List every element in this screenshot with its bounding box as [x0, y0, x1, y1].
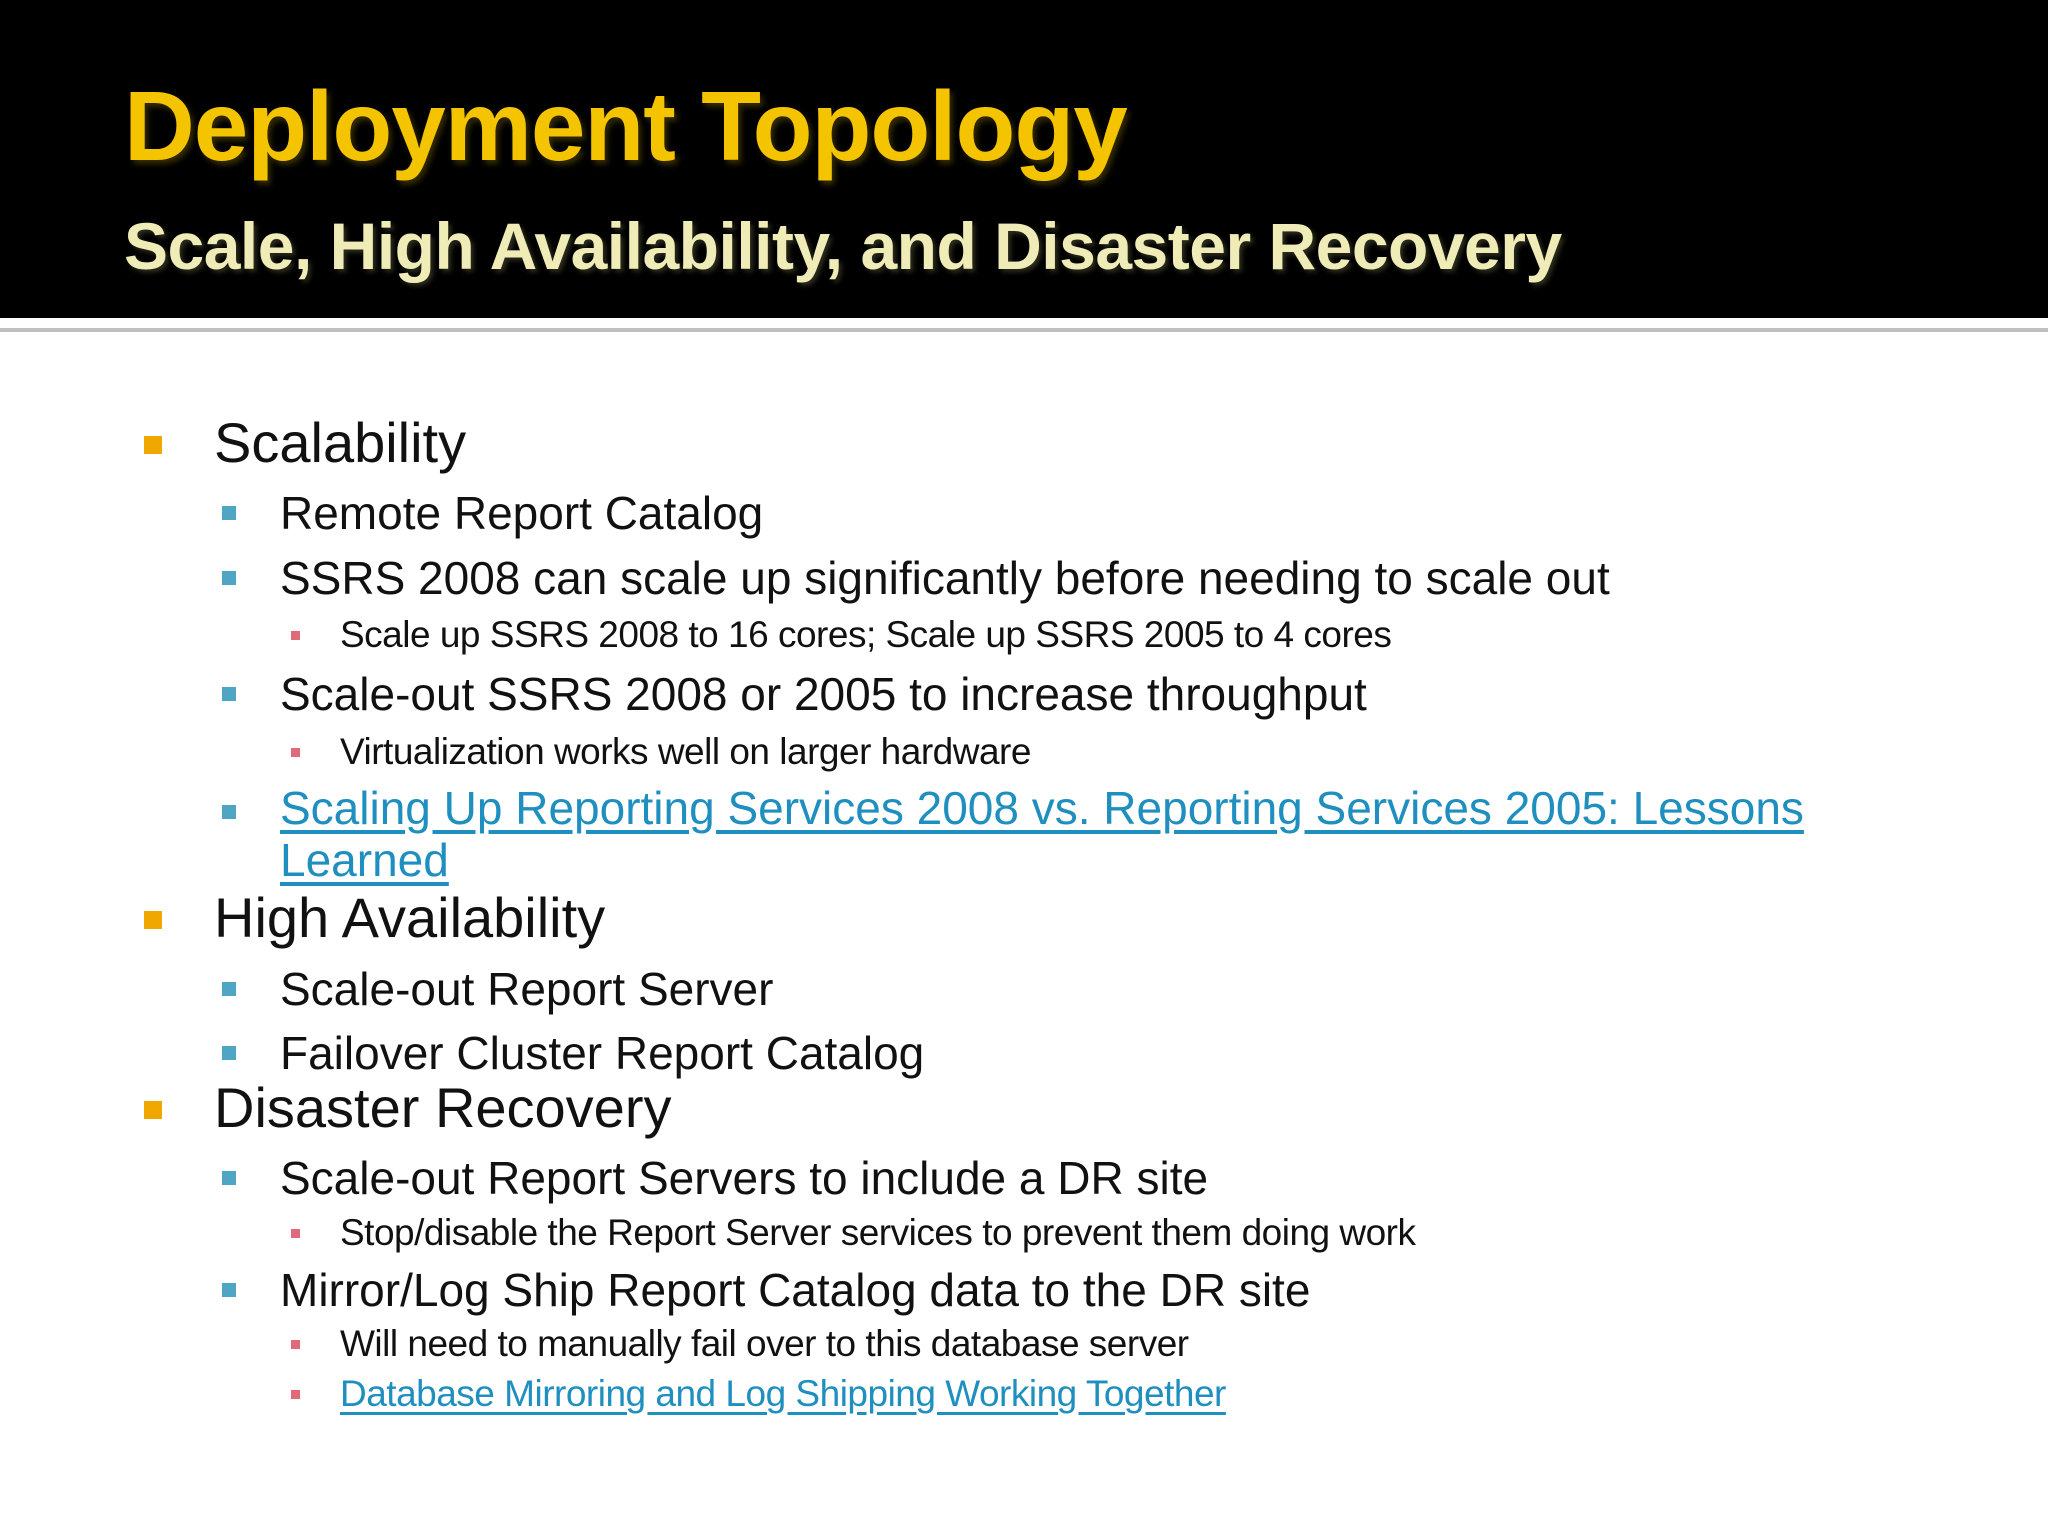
bullet-level2-icon	[222, 1171, 236, 1185]
item-remote-catalog: Remote Report Catalog	[280, 487, 764, 539]
item-scale-up: SSRS 2008 can scale up significantly before needing to scale out	[280, 552, 1610, 604]
heading-scalability: Scalability	[214, 411, 467, 474]
item-scale-up-detail: Scale up SSRS 2008 to 16 cores; Scale up SSRS 2005 to 4 cores	[340, 614, 1392, 655]
item-dr-site: Scale-out Report Servers to include a DR site	[280, 1152, 1209, 1204]
item-mirror-link-wrapper	[340, 1373, 1226, 1415]
bullet-level1-icon	[144, 436, 162, 454]
bullet-level3-icon	[291, 748, 300, 757]
bullet-level2-icon	[222, 687, 236, 701]
slide-title: Deployment Topology	[124, 71, 1127, 181]
bullet-level3-icon	[291, 1340, 300, 1349]
bullet-level2-icon	[222, 982, 236, 996]
item-lessons-link-wrapper	[280, 782, 1980, 886]
slide-subtitle: Scale, High Availability, and Disaster Recovery	[124, 209, 1562, 283]
item-mirror-log: Mirror/Log Ship Report Catalog data to the DR site	[280, 1264, 1311, 1316]
bullet-level2-icon	[222, 1283, 236, 1297]
item-scale-out-server: Scale-out Report Server	[280, 963, 774, 1015]
bullet-level2-icon	[222, 1046, 236, 1060]
item-failover-cluster: Failover Cluster Report Catalog	[280, 1027, 925, 1079]
bullet-level2-icon	[222, 571, 236, 585]
item-scale-out-detail: Virtualization works well on larger hardware	[340, 731, 1031, 772]
heading-high-availability: High Availability	[214, 886, 606, 949]
item-mirror-log-detail: Will need to manually fail over to this database server	[340, 1323, 1189, 1364]
item-scale-out: Scale-out SSRS 2008 or 2005 to increase throughput	[280, 668, 1367, 720]
bullet-level1-icon	[144, 1101, 162, 1119]
bullet-level3-icon	[291, 1390, 300, 1399]
mirroring-log-shipping-link[interactable]: Database Mirroring and Log Shipping Working Together	[340, 1373, 1226, 1414]
bullet-level1-icon	[144, 911, 162, 929]
heading-disaster-recovery: Disaster Recovery	[214, 1076, 672, 1139]
bullet-level2-icon	[222, 805, 236, 819]
lessons-learned-link[interactable]: Scaling Up Reporting Services 2008 vs. Reporting Services 2005: Lessons Learned	[280, 782, 1804, 886]
bullet-level2-icon	[222, 506, 236, 520]
bullet-level3-icon	[291, 1229, 300, 1238]
bullet-level3-icon	[291, 631, 300, 640]
item-dr-site-detail: Stop/disable the Report Server services to prevent them doing work	[340, 1212, 1416, 1253]
